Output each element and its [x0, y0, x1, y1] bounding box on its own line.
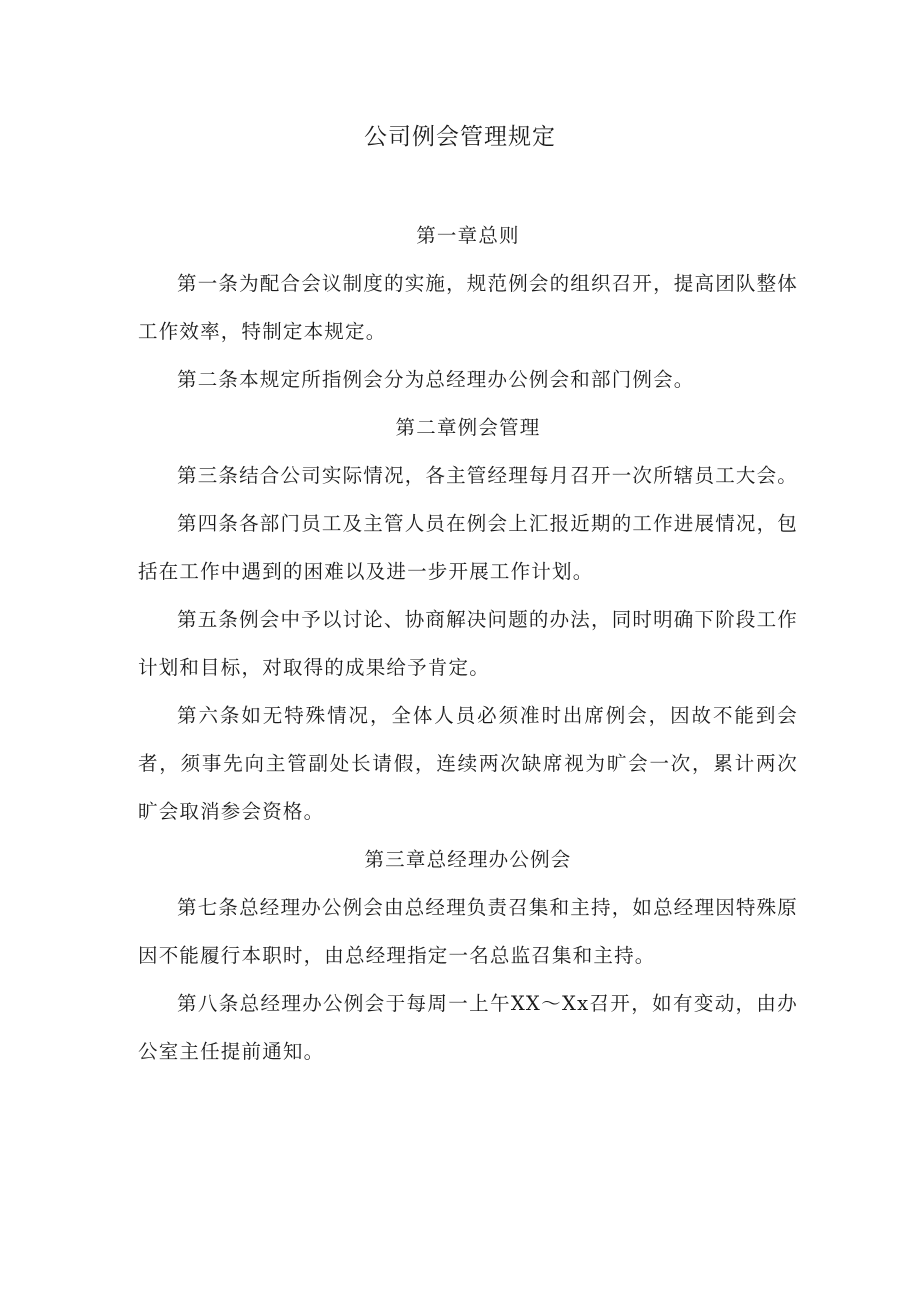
article-paragraph: 第四条各部门员工及主管人员在例会上汇报近期的工作进展情况，包括在工作中遇到的困难以及进一步开展工作计划。: [138, 512, 799, 583]
article-paragraph: 第八条总经理办公例会于每周一上午XX～Xx召开，如有变动，由办公室主任提前通知。: [138, 992, 798, 1063]
article-paragraph: 第七条总经理办公例会由总经理负责召集和主持，如总经理因特殊原因不能履行本职时，由总经理指定一名总监召集和主持。: [138, 896, 799, 967]
article-paragraph: 第一条为配合会议制度的实施，规范例会的组织召开，提高团队整体工作效率，特制定本规定。: [138, 272, 799, 343]
article-paragraph: 第五条例会中予以讨论、协商解决问题的办法，同时明确下阶段工作计划和目标，对取得的成果给予肯定。: [138, 608, 799, 679]
chapter-heading: 第三章总经理办公例会: [364, 848, 572, 871]
document-body: [138, 212, 798, 1076]
chapter-heading: 第二章例会管理: [395, 416, 541, 439]
document-title: 公司例会管理规定: [364, 124, 556, 150]
chapter-heading: 第一章总则: [416, 224, 520, 247]
article-paragraph: 第六条如无特殊情况，全体人员必须准时出席例会，因故不能到会者，须事先向主管副处长请假，连续两次缺席视为旷会一次，累计两次旷会取消参会资格。: [138, 704, 798, 823]
article-paragraph: 第二条本规定所指例会分为总经理办公例会和部门例会。: [177, 368, 695, 391]
article-paragraph: 第三条结合公司实际情况，各主管经理每月召开一次所辖员工大会。: [177, 464, 799, 487]
